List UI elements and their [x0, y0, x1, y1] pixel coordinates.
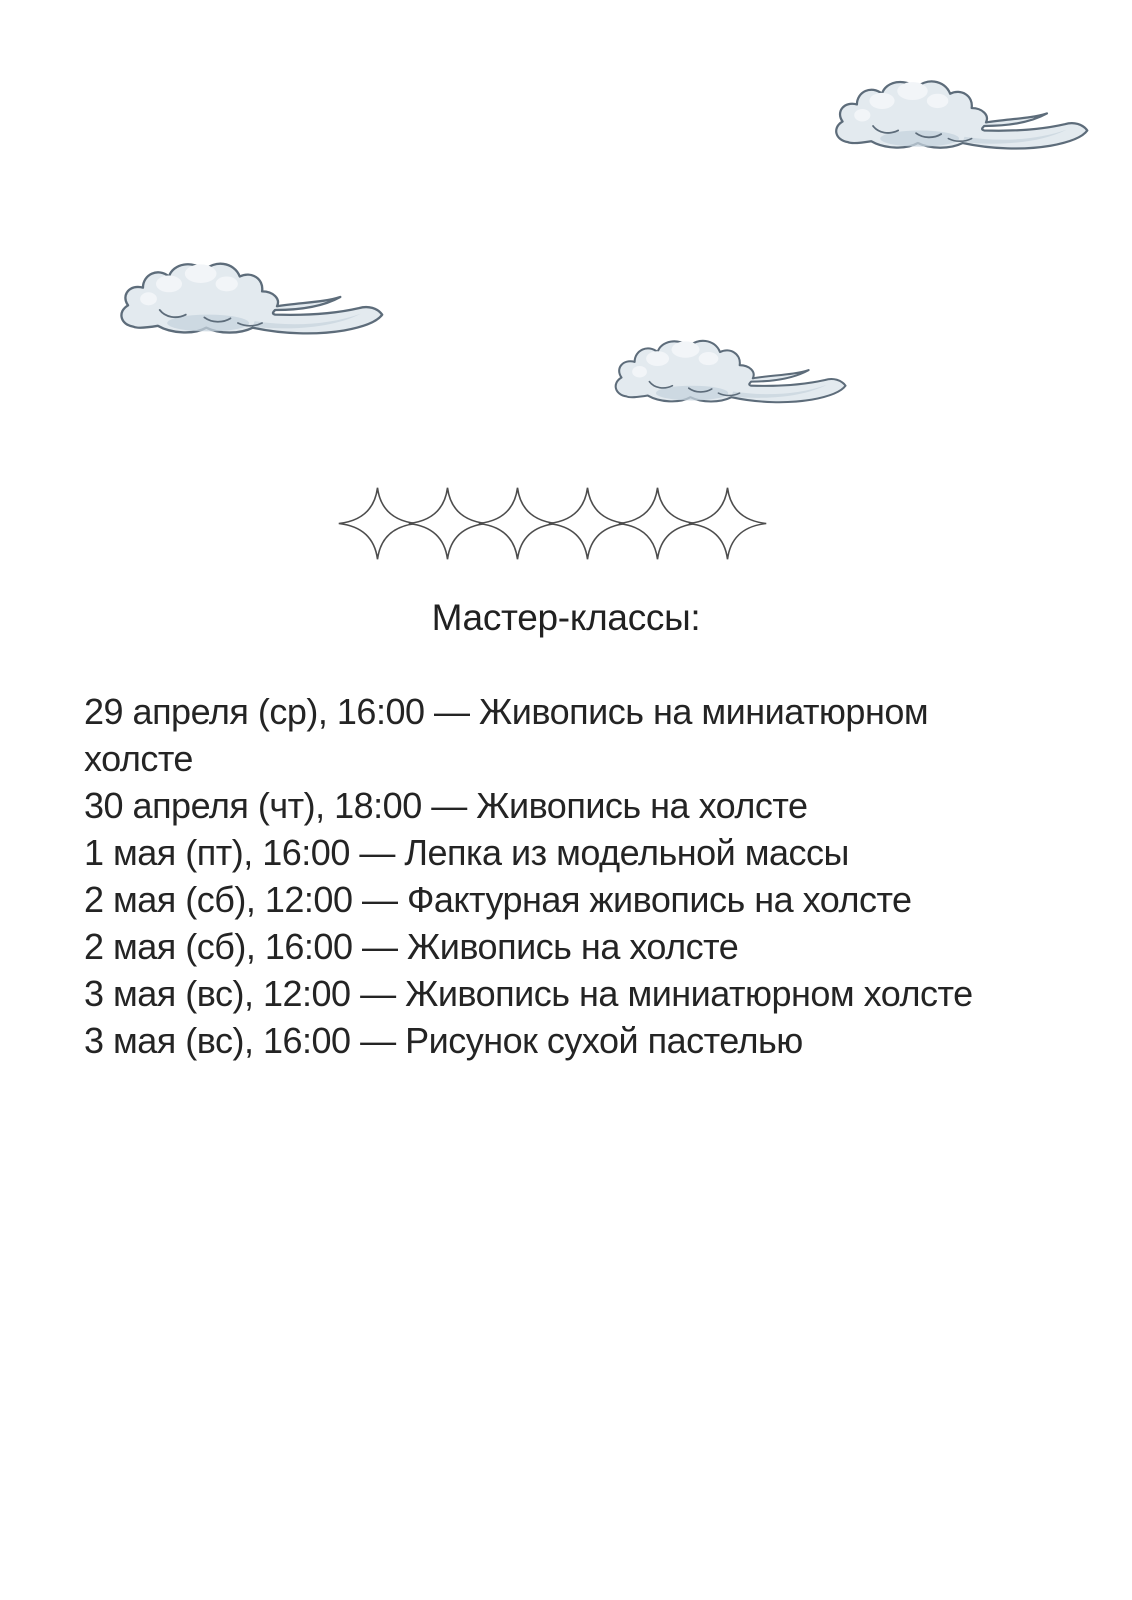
sparkle-icon — [618, 487, 697, 560]
sparkle-icon — [338, 487, 417, 560]
schedule-item: 2 мая (сб), 12:00 — Фактурная живопись на холсте — [84, 879, 912, 920]
sparkle-icon — [688, 487, 767, 560]
sparkle-icon — [478, 487, 557, 560]
schedule-list — [84, 688, 989, 1064]
schedule-item: 30 апреля (чт), 18:00 — Живопись на холсте — [84, 785, 808, 826]
sparkle-icon — [548, 487, 627, 560]
page-title: Мастер-классы: — [431, 597, 701, 638]
sparkle-icon — [408, 487, 487, 560]
cloud-icon — [830, 74, 1090, 164]
schedule-item: 29 апреля (ср), 16:00 — Живопись на миниатюрном холсте — [84, 691, 929, 779]
schedule-item: 2 мая (сб), 16:00 — Живопись на холсте — [84, 926, 739, 967]
schedule-item: 1 мая (пт), 16:00 — Лепка из модельной массы — [84, 832, 849, 873]
cloud-icon — [115, 256, 385, 349]
schedule-item: 3 мая (вс), 12:00 — Живопись на миниатюрном холсте — [84, 973, 973, 1014]
cloud-icon — [610, 334, 848, 416]
sparkle-divider — [338, 487, 758, 560]
schedule-item: 3 мая (вс), 16:00 — Рисунок сухой пастелью — [84, 1020, 803, 1061]
